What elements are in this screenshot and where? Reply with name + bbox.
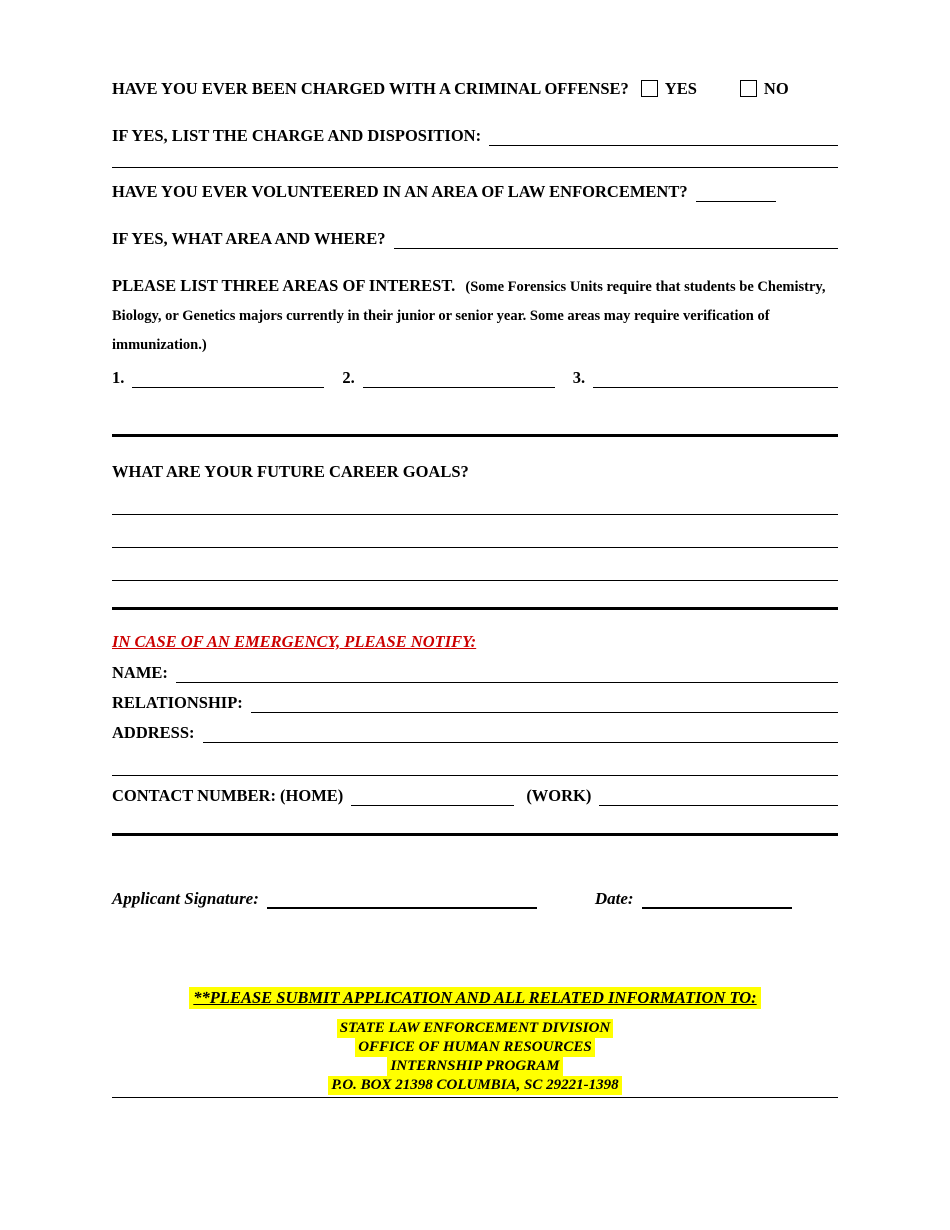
section-divider-3: [112, 833, 838, 836]
emergency-relationship-row: [112, 692, 838, 713]
interest-number-2: 2.: [342, 368, 355, 387]
emergency-address-input-line2[interactable]: [112, 756, 838, 776]
yes-checkbox[interactable]: [641, 80, 658, 97]
charge-disposition-row: [112, 125, 838, 146]
submit-address-line-4: P.O. BOX 21398 COLUMBIA, SC 29221-1398: [328, 1076, 621, 1095]
areas-of-interest-text: [112, 272, 838, 359]
interest-number-3: 3.: [572, 368, 586, 387]
applicant-signature-label: Applicant Signature:: [112, 889, 259, 908]
date-input[interactable]: [642, 889, 792, 909]
submit-heading: **PLEASE SUBMIT APPLICATION AND ALL RELATED INFORMATION TO:: [189, 987, 760, 1009]
emergency-name-label: NAME:: [112, 663, 168, 682]
contact-number-row: [112, 785, 838, 806]
area-where-question: IF YES, WHAT AREA AND WHERE?: [112, 229, 386, 248]
yes-label: YES: [664, 79, 697, 98]
volunteered-question: HAVE YOU EVER VOLUNTEERED IN AN AREA OF LAW ENFORCEMENT?: [112, 182, 688, 201]
no-option: [740, 78, 789, 99]
interest-input-3[interactable]: [593, 368, 838, 388]
career-goals-input-line2[interactable]: [112, 515, 838, 548]
date-label: Date:: [594, 889, 634, 908]
emergency-name-row: [112, 662, 838, 683]
interest-number-1: 1.: [112, 368, 125, 387]
emergency-address-input[interactable]: [203, 723, 838, 743]
areas-of-interest-blanks: [112, 367, 838, 388]
career-goals-input-line3[interactable]: [112, 548, 838, 581]
career-goals-input-line1[interactable]: [112, 482, 838, 515]
yes-option: [641, 78, 697, 99]
no-label: NO: [763, 79, 789, 98]
section-divider-2: [112, 607, 838, 610]
contact-home-input[interactable]: [351, 786, 514, 806]
area-where-input[interactable]: [394, 229, 838, 249]
section-divider-1: [112, 434, 838, 437]
submit-section: [112, 987, 838, 1009]
career-goals-question: WHAT ARE YOUR FUTURE CAREER GOALS?: [112, 462, 469, 481]
areas-of-interest-label: PLEASE LIST THREE AREAS OF INTEREST.: [112, 276, 456, 295]
submit-address-line-3: INTERNSHIP PROGRAM: [387, 1057, 562, 1076]
charge-disposition-input[interactable]: [489, 126, 838, 146]
volunteered-input[interactable]: [696, 182, 776, 202]
contact-home-label: CONTACT NUMBER: (HOME): [112, 786, 344, 805]
submit-address-line-2: OFFICE OF HUMAN RESOURCES: [355, 1038, 595, 1057]
volunteered-row: [112, 181, 838, 202]
emergency-heading: IN CASE OF AN EMERGENCY, PLEASE NOTIFY:: [112, 632, 477, 651]
emergency-address-row: [112, 722, 838, 743]
contact-work-input[interactable]: [599, 786, 838, 806]
emergency-name-input[interactable]: [176, 663, 838, 683]
charge-disposition-input-line2[interactable]: [112, 148, 838, 168]
area-where-row: [112, 228, 838, 249]
signature-row: [112, 888, 838, 909]
contact-work-label: (WORK): [526, 786, 592, 805]
charge-disposition-label: IF YES, LIST THE CHARGE AND DISPOSITION:: [112, 126, 482, 145]
emergency-relationship-label: RELATIONSHIP:: [112, 693, 243, 712]
no-checkbox[interactable]: [740, 80, 757, 97]
emergency-relationship-input[interactable]: [251, 693, 838, 713]
areas-of-interest-note: (Some Forensics Units require that students be Chemistry, Biology, or Genetics majors currently in their junior or senior year. Some areas may require verification of immunization.): [112, 279, 826, 353]
interest-input-2[interactable]: [363, 368, 555, 388]
footer-rule: [112, 1097, 838, 1098]
emergency-address-label: ADDRESS:: [112, 723, 195, 742]
submit-address-line-1: STATE LAW ENFORCEMENT DIVISION: [337, 1019, 614, 1038]
interest-input-1[interactable]: [132, 368, 324, 388]
submit-address-block: [112, 1019, 838, 1095]
criminal-offense-row: [112, 78, 838, 99]
applicant-signature-input[interactable]: [267, 889, 537, 909]
criminal-offense-question: HAVE YOU EVER BEEN CHARGED WITH A CRIMINAL OFFENSE?: [112, 79, 629, 98]
